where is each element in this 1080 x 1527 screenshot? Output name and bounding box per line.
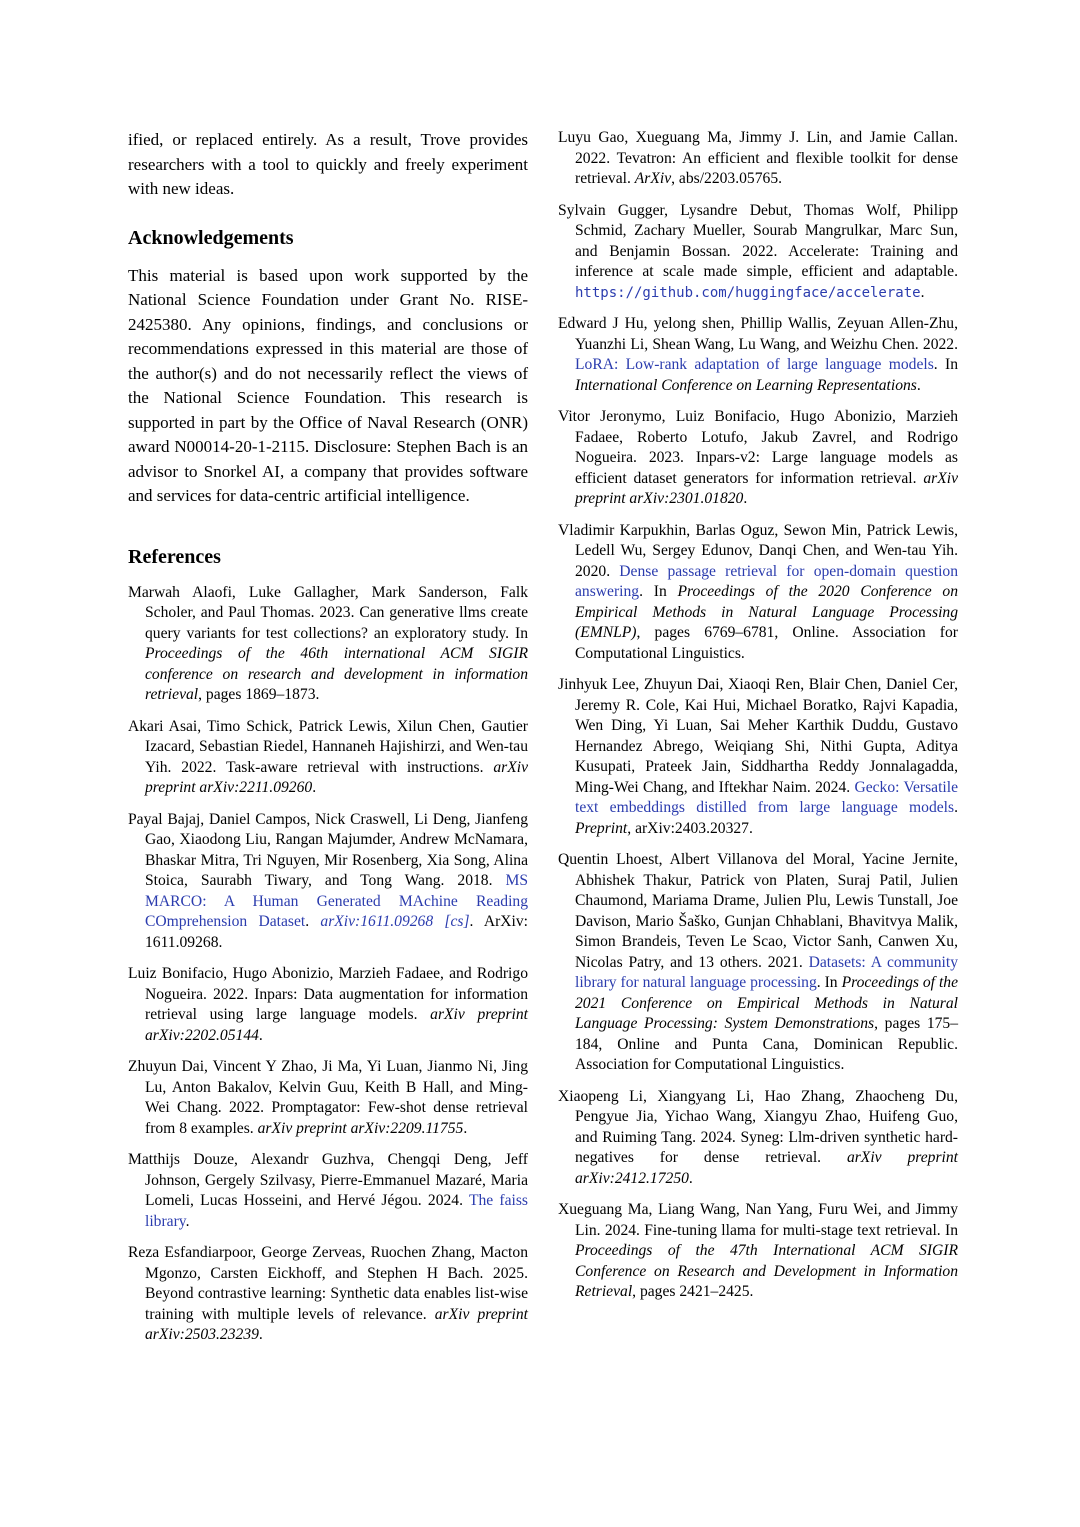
reference-text: Marwah Alaofi, Luke Gallagher, Mark Sanderson, Falk Scholer, and Paul Thomas. 2023. Can generative llms create query variants for test collections? an exploratory study. In [128, 583, 528, 642]
references-list-left [128, 583, 528, 1346]
references-list-right [558, 128, 958, 1303]
reference-text: , pages 1869–1873. [198, 686, 320, 703]
reference-text: . In [639, 583, 678, 600]
reference-text: . In [933, 356, 958, 373]
reference-text: ArXiv [634, 170, 672, 187]
references-heading: References [128, 545, 221, 568]
reference-text: . [688, 1169, 693, 1187]
reference-text: arXiv preprint arXiv:2301.01820 [575, 469, 958, 507]
reference-text: . [954, 799, 958, 816]
reference-entry [128, 717, 528, 799]
reference-link[interactable]: Datasets: A community library for natural language processing [575, 953, 958, 991]
reference-text: Edward J Hu, yelong shen, Phillip Wallis, Zeyuan Allen-Zhu, Yuanzhi Li, Shean Wang, Lu Wang, and Weizhu Chen. 2022. [558, 315, 958, 353]
reference-text: Xiaopeng Li, Xiangyang Li, Hao Zhang, Zhaocheng Du, Pengyue Jia, Yichao Wang, Xiangyu Zhao, Huifeng Guo, and Ruiming Tang. 2024. Syneg: Llm-driven synthetic hard-negatives for dense retrieval. [558, 1087, 958, 1166]
reference-text: arXiv preprint arXiv:2412.17250 [575, 1149, 958, 1187]
reference-entry [558, 128, 958, 190]
reference-text: arXiv preprint arXiv:2202.05144 [145, 1006, 528, 1044]
reference-text: Vladimir Karpukhin, Barlas Oguz, Sewon Min, Patrick Lewis, Ledell Wu, Sergey Edunov, Danqi Chen, and Wen-tau Yih. 2020. [558, 521, 958, 580]
reference-entry [128, 1057, 528, 1139]
reference-text: . [920, 283, 925, 301]
reference-link[interactable]: LoRA: Low-rank adaptation of large language models [575, 356, 934, 373]
reference-text: Vitor Jeronymo, Luiz Bonifacio, Hugo Abonizio, Marzieh Fadaee, Roberto Lotufo, Jakub Zavrel, and Rodrigo Nogueira. 2023. Inpars-v2: Large language models as efficient dataset generators for information retrieval. [558, 408, 958, 487]
reference-text: . [463, 1119, 468, 1137]
reference-text: Proceedings of the 47th International ACM SIGIR Conference on Research and Development in Information Retrieval [575, 1242, 958, 1300]
reference-text: arXiv preprint arXiv:2209.11755 [257, 1119, 464, 1137]
reference-text: International Conference on Learning Representations [575, 376, 917, 394]
reference-text: Proceedings of the 46th international ACM SIGIR conference on research and development in information retrieval [145, 645, 528, 703]
reference-text: Matthijs Douze, Alexandr Guzhva, Chengqi Deng, Jeff Johnson, Gergely Szilvasy, Pierre-Emmanuel Mazaré, Maria Lomeli, Lucas Hosseini, and Hervé Jégou. 2024. [128, 1151, 528, 1209]
reference-text: Xueguang Ma, Liang Wang, Nan Yang, Furu Wei, and Jimmy Lin. 2024. Fine-tuning llama for multi-stage text retrieval. In [558, 1201, 958, 1239]
reference-text: , arXiv:2403.20327. [627, 819, 753, 837]
acknowledgements-heading: Acknowledgements [128, 226, 294, 249]
reference-entry [128, 1150, 528, 1232]
reference-text: , pages 2421–2425. [632, 1283, 754, 1300]
reference-entry [558, 675, 958, 839]
reference-text: . [312, 779, 317, 796]
reference-text: arXiv preprint arXiv:2503.23239 [145, 1305, 529, 1343]
reference-text: . In [816, 974, 842, 991]
paper-page [128, 128, 958, 1357]
reference-entry [558, 407, 958, 510]
reference-text: . [743, 490, 748, 507]
reference-text: Preprint [575, 819, 628, 837]
reference-text: , pages 175–184, Online and Punta Cana, Dominican Republic. Association for Computational Linguistics. [575, 1015, 959, 1073]
reference-text: , abs/2203.05765. [671, 170, 783, 187]
reference-entry [558, 521, 958, 665]
reference-text: Zhuyun Dai, Vincent Y Zhao, Ji Ma, Yi Luan, Jianmo Ni, Jing Lu, Anton Bakalov, Kelvin Guu, Keith B Hall, and Ming-Wei Chang. 2022. Promptagator: Few-shot dense retrieval from 8 examples. [128, 1058, 528, 1137]
acknowledgements-paragraph: This material is based upon work supported by the National Science Foundation under Grant No. RISE-2425380. Any opinions, findings, and conclusions or recommendations expressed in this material are those of the author(s) and do not necessarily reflect the views of the National Science Foundation. This research is supported in part by the Office of Naval Research (ONR) award N00014-20-1-2115. Disclosure: Stephen Bach is an advisor to Snorkel AI, a company that provides software and services for data-centric artificial intelligence. [128, 265, 528, 505]
reference-text: . ArXiv: 1611.09268. [145, 913, 529, 951]
reference-text: , pages 6769–6781, Online. Association for Computational Linguistics. [575, 624, 958, 662]
reference-text: Proceedings of the 2021 Conference on Empirical Methods in Natural Language Processing: System Demonstrations [575, 974, 958, 1032]
reference-text: Proceedings of the 2020 Conference on Empirical Methods in Natural Language Processing (EMNLP) [575, 583, 959, 641]
reference-entry [558, 201, 958, 304]
reference-text: . [258, 1326, 263, 1343]
reference-link[interactable]: Gecko: Versatile text embeddings distilled from large language models [575, 778, 959, 816]
reference-link[interactable]: https://github.com/huggingface/accelerate [575, 284, 921, 301]
reference-text: . [305, 913, 321, 930]
reference-entry [558, 1087, 958, 1190]
reference-text: Luyu Gao, Xueguang Ma, Jimmy J. Lin, and Jamie Callan. 2022. Tevatron: An efficient and flexible toolkit for dense retrieval. [558, 129, 958, 187]
reference-link[interactable]: Dense passage retrieval for open-domain question answering [575, 562, 959, 600]
reference-text: Reza Esfandiarpoor, George Zerveas, Ruochen Zhang, Macton Mgonzo, Carsten Eickhoff, and Stephen H Bach. 2025. Beyond contrastive learning: Synthetic data enables list-wise training with multiple levels of relevance. [128, 1244, 528, 1323]
reference-text: Jinhyuk Lee, Zhuyun Dai, Xiaoqi Ren, Blair Chen, Daniel Cer, Jeremy R. Cole, Kai Hui, Michael Boratko, Rajvi Kapadia, Wen Ding, Yi Luan, Sai Meher Karthik Duddu, Gustavo Hernandez Abrego, Weiqiang Shi, Nithi Gupta, Aditya Kusupati, Prateek Jain, Siddhartha Reddy Jonnalagadda, Ming-Wei Chang, and Iftekhar Naim. 2024. [558, 676, 958, 796]
reference-link[interactable]: arXiv:1611.09268 [cs] [320, 913, 470, 930]
reference-text: Akari Asai, Timo Schick, Patrick Lewis, Xilun Chen, Gautier Izacard, Sebastian Riedel, Hannaneh Hajishirzi, and Wen-tau Yih. 2022. Task-aware retrieval with instructions. [128, 717, 528, 776]
reference-link[interactable]: The faiss library [145, 1192, 528, 1230]
reference-entry [558, 850, 958, 1076]
reference-entry [558, 1200, 958, 1303]
reference-text: . [916, 376, 921, 394]
reference-text: . [185, 1212, 190, 1230]
reference-text: Sylvain Gugger, Lysandre Debut, Thomas Wolf, Philipp Schmid, Zachary Mueller, Sourab Mangrulkar, Marc Sun, and Benjamin Bossan. 2022. Accelerate: Training and inference at scale made simple, efficient and adaptable. [558, 201, 958, 280]
reference-text: Luiz Bonifacio, Hugo Abonizio, Marzieh Fadaee, and Rodrigo Nogueira. 2022. Inpars: Data augmentation for information retrieval using large language models. [128, 965, 528, 1023]
reference-entry [128, 810, 528, 954]
intro-paragraph: ified, or replaced entirely. As a result, Trove provides researchers with a tool to quickly and freely experiment with new ideas. [128, 130, 528, 198]
reference-text: arXiv preprint arXiv:2211.09260 [145, 758, 528, 796]
reference-text: . [258, 1026, 263, 1044]
reference-link[interactable]: MS MARCO: A Human Generated MAchine Reading COmprehension Dataset [145, 872, 528, 930]
reference-text: Quentin Lhoest, Albert Villanova del Moral, Yacine Jernite, Abhishek Thakur, Patrick von Platen, Suraj Patil, Julien Chaumond, Mariama Drame, Julien Plu, Lewis Tunstall, Joe Davison, Mario Šaško, Gunjan Chhablani, Bhavitvya Malik, Simon Brandeis, Teven Le Scao, Victor Sanh, Canwen Xu, Nicolas Patry, and 13 others. 2021. [558, 851, 958, 971]
reference-entry [558, 314, 958, 396]
right-column [558, 128, 958, 1357]
reference-entry [128, 964, 528, 1046]
reference-text: Payal Bajaj, Daniel Campos, Nick Craswell, Li Deng, Jianfeng Gao, Xiaodong Liu, Rangan Majumder, Andrew McNamara, Bhaskar Mitra, Tri Nguyen, Mir Rosenberg, Xia Song, Alina Stoica, Saurabh Tiwary, and Tong Wang. 2018. [128, 810, 528, 889]
reference-entry [128, 583, 528, 706]
reference-entry [128, 1243, 528, 1346]
left-column [128, 128, 528, 1357]
